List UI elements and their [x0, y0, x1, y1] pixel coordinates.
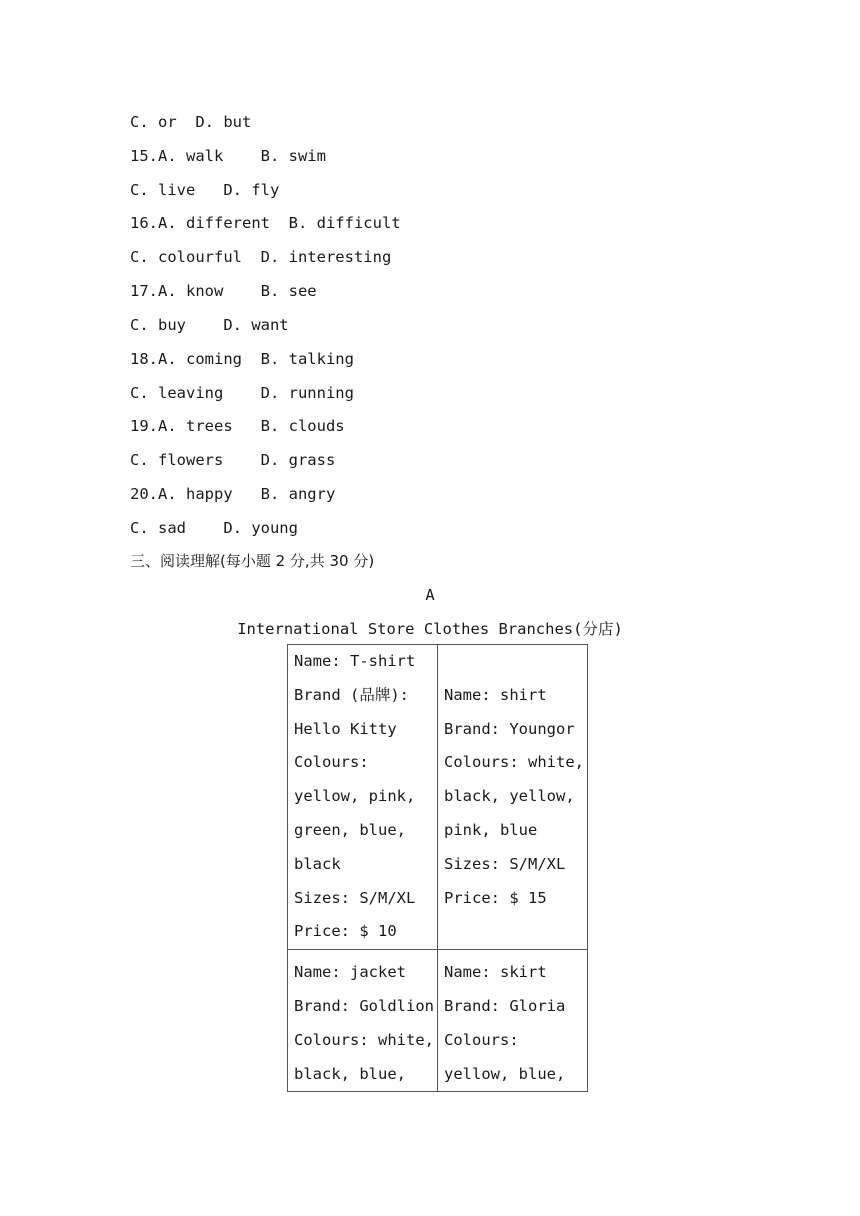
- cell-line: Name: T-shirt: [294, 652, 416, 670]
- cell-line: Brand: Youngor: [444, 719, 575, 738]
- passage-title: International Store Clothes Branches(分店): [237, 620, 623, 638]
- cell-line: pink, blue: [444, 820, 538, 839]
- table-cell: [438, 645, 588, 950]
- cell-line: Name: jacket: [294, 963, 406, 982]
- option-line: C. sad D. young: [130, 519, 298, 537]
- option-line: C. or D. but: [130, 113, 252, 131]
- cell-line: Colours: white,: [444, 753, 584, 772]
- cell-line: Price: $ 15: [444, 888, 547, 907]
- section-heading: 三、阅读理解(每小题 2 分,共 30 分): [130, 552, 375, 570]
- cell-line: Brand (品牌):: [294, 685, 409, 704]
- table-cell: [438, 950, 588, 1092]
- table-row: [288, 645, 588, 950]
- option-line: C. flowers D. grass: [130, 451, 336, 469]
- cell-line: Sizes: S/M/XL: [444, 854, 566, 873]
- cell-line: Hello Kitty: [294, 719, 397, 738]
- option-line: 16.A. different B. difficult: [130, 214, 401, 232]
- option-line: 17.A. know B. see: [130, 282, 317, 300]
- cell-line: black: [294, 854, 341, 873]
- option-line: 20.A. happy B. angry: [130, 485, 336, 503]
- cell-line: Sizes: S/M/XL: [294, 888, 416, 907]
- passage-label: A: [425, 586, 435, 604]
- cell-line: Price: $ 10: [294, 922, 397, 941]
- cell-line: black, yellow,: [444, 787, 575, 806]
- option-line: 18.A. coming B. talking: [130, 350, 354, 368]
- option-line: C. leaving D. running: [130, 384, 354, 402]
- option-line: C. colourful D. interesting: [130, 248, 392, 266]
- cell-line: Brand: Goldlion: [294, 996, 434, 1015]
- cell-line: Name: shirt: [444, 685, 547, 704]
- cell-line: yellow, pink,: [294, 787, 416, 806]
- option-line: C. live D. fly: [130, 181, 280, 199]
- cell-line: Colours: white,: [294, 1030, 434, 1049]
- option-line: 15.A. walk B. swim: [130, 147, 326, 165]
- cell-line: yellow, blue,: [444, 1064, 566, 1083]
- cell-line: green, blue,: [294, 820, 406, 839]
- cell-line: Brand: Gloria: [444, 996, 566, 1015]
- table-cell: [288, 645, 438, 950]
- table-row: [288, 950, 588, 1092]
- cell-line: Name: skirt: [444, 963, 547, 982]
- clothes-table: [287, 644, 588, 1092]
- table-cell: [288, 950, 438, 1092]
- cell-line: Colours:: [444, 1030, 519, 1049]
- option-line: C. buy D. want: [130, 316, 289, 334]
- option-line: 19.A. trees B. clouds: [130, 417, 345, 435]
- cell-line: Colours:: [294, 753, 369, 772]
- cell-line: black, blue,: [294, 1064, 406, 1083]
